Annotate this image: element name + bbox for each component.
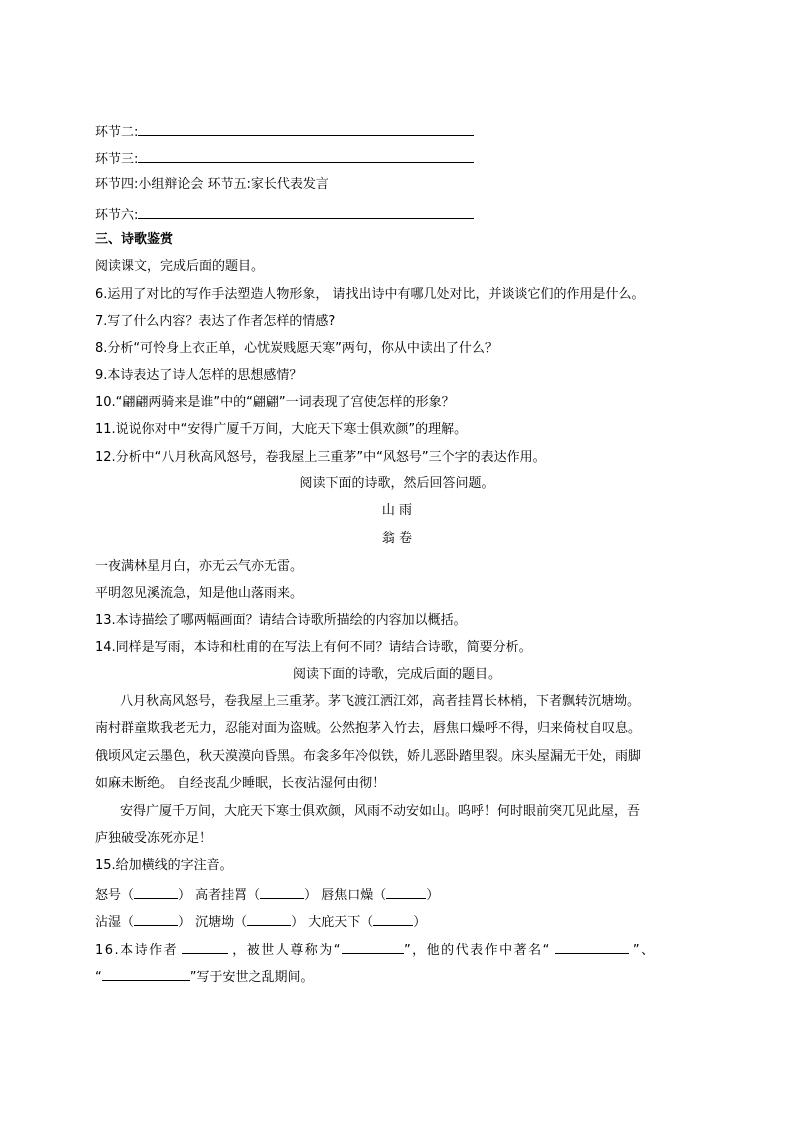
poem-title: 山 雨 (381, 503, 413, 518)
pinyin-label: ） (426, 888, 440, 903)
work-blank-1 (555, 939, 629, 954)
section-heading: 三、诗歌鉴赏 (95, 232, 174, 247)
poem-line-1: 一夜满林星月白，亦无云气亦无雷。 (95, 559, 304, 574)
question-9: 9.本诗表达了诗人怎样的思想感情？ (95, 368, 303, 383)
line-step4-5: 环节四:小组辩论会 环节五:家长代表发言 (95, 177, 329, 192)
pinyin-label: ） 大庇天下（ (291, 915, 374, 930)
question-7: 7.写了什么内容？表达了作者怎样的情感? (95, 314, 336, 329)
poem2-line-1: 八月秋高风怒号，卷我屋上三重茅。茅飞渡江洒江郊，高者挂罥长林梢，下者飘转沉塘坳。 (120, 694, 641, 709)
q16-text: ”，他的代表作中著名“ (403, 943, 551, 958)
pinyin-row-1 (95, 884, 439, 905)
question-14: 14.同样是写雨，本诗和杜甫的在写法上有何不同？请结合诗歌，简要分析。 (95, 640, 532, 655)
reading-instruction-1: 阅读下面的诗歌，然后回答问题。 (299, 476, 495, 491)
poem2-line-5: 安得广厦千万间，大庇天下寒士俱欢颜，风雨不动安如山。呜呼！何时眼前突兀见此屋，吾 (120, 804, 641, 819)
answer-blank (386, 884, 426, 899)
reading-instruction-2: 阅读下面的诗歌，完成后面的题目。 (292, 667, 501, 682)
answer-blank (134, 911, 178, 926)
question-10: 10.“翩翩两骑来是谁”中的“翩翩”一词表现了宫使怎样的形象？ (95, 395, 455, 410)
title-blank (342, 939, 404, 954)
question-13: 13.本诗描绘了哪两幅画面？请结合诗歌所描绘的内容加以概括。 (95, 613, 467, 628)
step2-label: 环节二: (95, 125, 139, 140)
pinyin-label: 沾湿（ (95, 915, 135, 930)
poem-author: 翁 卷 (381, 531, 413, 546)
work-blank-2 (102, 966, 190, 981)
line-step6 (95, 204, 474, 225)
step3-label: 环节三: (95, 152, 139, 167)
question-15: 15.给加横线的字注音。 (95, 858, 233, 873)
q16-text: ”写于安世之乱期间。 (189, 970, 314, 985)
question-16-line-2 (95, 966, 314, 987)
line-step3 (95, 148, 474, 169)
answer-blank (134, 884, 178, 899)
q16-text: ，被世人尊称为“ (232, 943, 342, 958)
question-16-line-1 (95, 939, 656, 960)
pinyin-label: ） 沉塘坳（ (178, 915, 248, 930)
poem2-line-2: 南村群童欺我老无力，忍能对面为盗贼。公然抱茅入竹去，唇焦口燥呼不得，归来倚杖自叹息。 (95, 721, 642, 736)
step6-blank (138, 204, 474, 219)
answer-blank (260, 884, 304, 899)
question-12: 12.分析中“八月秋高风怒号，卷我屋上三重茅”中“风怒号”三个字的表达作用。 (95, 450, 546, 465)
answer-blank (247, 911, 291, 926)
pinyin-label: 怒号（ (95, 888, 135, 903)
question-11: 11.说说你对中“安得广厦千万间，大庇天下寒士俱欢颜”的理解。 (95, 422, 468, 437)
question-6: 6.运用了对比的写作手法塑造人物形象， 请找出诗中有哪几处对比，并谈谈它们的作用是什么。 (95, 287, 645, 302)
question-8: 8.分析“可怜身上衣正单，心忧炭贱愿天寒”两句，你从中读出了什么？ (95, 341, 498, 356)
pinyin-row-2 (95, 911, 426, 932)
poem2-line-6: 庐独破受冻死亦足！ (95, 831, 213, 846)
answer-blank (373, 911, 413, 926)
step3-blank (138, 148, 474, 163)
pinyin-label: ） 唇焦口燥（ (304, 888, 387, 903)
pinyin-label: ） 高者挂罥（ (178, 888, 261, 903)
intro-text: 阅读课文，完成后面的题目。 (95, 259, 265, 274)
line-step2 (95, 121, 474, 142)
q16-text: ”、 (632, 943, 656, 958)
pinyin-label: ） (413, 915, 427, 930)
q16-text: “ (95, 970, 102, 985)
poem-line-2: 平明忽见溪流急，知是他山落雨来。 (95, 586, 304, 601)
q16-text: 16.本诗作者 (95, 943, 179, 958)
poem2-line-3: 俄顷风定云墨色，秋天漠漠向昏黑。布衾多年冷似铁，娇儿恶卧踏里裂。床头屋漏无干处，雨脚 (95, 749, 642, 764)
step6-label: 环节六: (95, 208, 139, 223)
step2-blank (138, 121, 474, 136)
poem2-line-4: 如麻未断绝。 自经丧乱少睡眠，长夜沾湿何由彻！ (95, 776, 386, 791)
author-blank (182, 939, 228, 954)
